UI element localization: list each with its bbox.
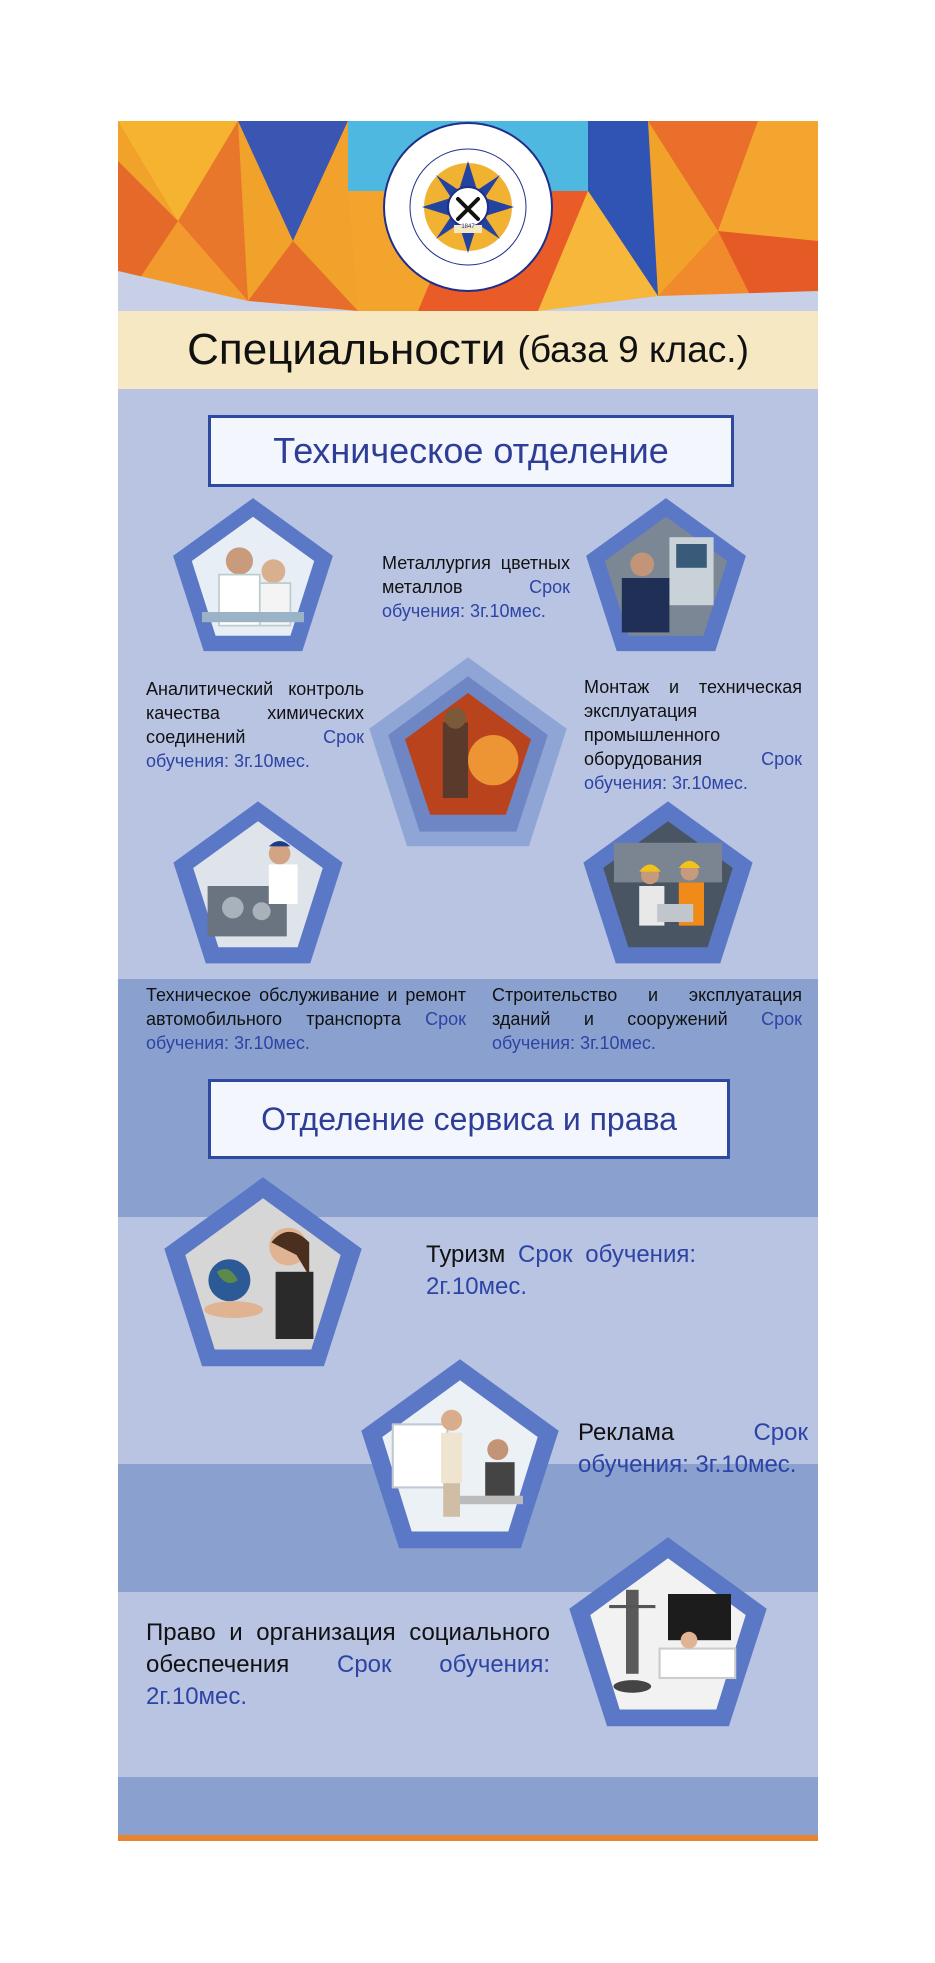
specialty-duration: Срок обучения: 3г.10мес.: [146, 727, 364, 771]
specialty-auto: [146, 983, 466, 1055]
metallurgy-photo-icon: [363, 651, 573, 861]
section-heading-service: Отделение сервиса и права: [208, 1079, 730, 1159]
specialty-name: Реклама: [578, 1419, 675, 1446]
presentation-photo-icon: [350, 1353, 570, 1563]
banner: [118, 121, 818, 1841]
specialty-duration: Срок обучения: 3г.10мес.: [584, 749, 802, 793]
lab-photo-icon: [168, 493, 338, 663]
specialty-duration: Срок обучения: 3г.10мес.: [578, 1419, 808, 1478]
page-title: [118, 311, 818, 389]
specialty-duration: Срок обучения: 3г.10мес.: [146, 1009, 466, 1053]
specialty-name: Право и организация социального обеспечения: [146, 1619, 550, 1678]
specialty-name: Туризм: [426, 1241, 506, 1268]
specialty-tourism: [426, 1239, 696, 1303]
logo-year: 1847: [461, 224, 475, 230]
specialty-duration: Срок обучения: 2г.10мес.: [426, 1241, 697, 1300]
specialty-duration: Срок обучения: 3г.10мес.: [382, 577, 570, 621]
specialty-metallurgy: [382, 551, 570, 623]
control-panel-photo-icon: [581, 493, 751, 663]
specialty-name: Металлургия цветных металлов: [382, 553, 570, 597]
car-engine-photo-icon: [168, 796, 348, 976]
title-sub: (база 9 клас.): [517, 329, 749, 370]
construction-photo-icon: [578, 796, 758, 976]
law-statue-photo-icon: [558, 1531, 778, 1741]
college-logo: [382, 121, 554, 296]
title-main: Специальности: [187, 325, 506, 374]
specialty-duration: Срок обучения: 3г.10мес.: [492, 1009, 802, 1053]
specialty-name: Строительство и эксплуатация зданий и сооружений: [492, 985, 802, 1029]
specialty-name: Аналитический контроль качества химических соединений: [146, 679, 364, 747]
specialty-name: Монтаж и техническая эксплуатация промышленного оборудования: [584, 677, 802, 769]
bottom-accent-line: [118, 1835, 818, 1841]
section-heading-tech: Техническое отделение: [208, 415, 734, 487]
specialty-duration: Срок обучения: 2г.10мес.: [146, 1651, 550, 1710]
globe-woman-photo-icon: [153, 1171, 373, 1381]
band-stripe: [118, 1777, 818, 1835]
specialty-equipment: [584, 675, 802, 795]
specialty-construction: [492, 983, 802, 1055]
specialty-name: Техническое обслуживание и ремонт автомобильного транспорта: [146, 985, 466, 1029]
specialty-chemistry: [146, 677, 364, 773]
specialty-advertising: [578, 1417, 808, 1481]
specialty-law: [146, 1617, 550, 1713]
